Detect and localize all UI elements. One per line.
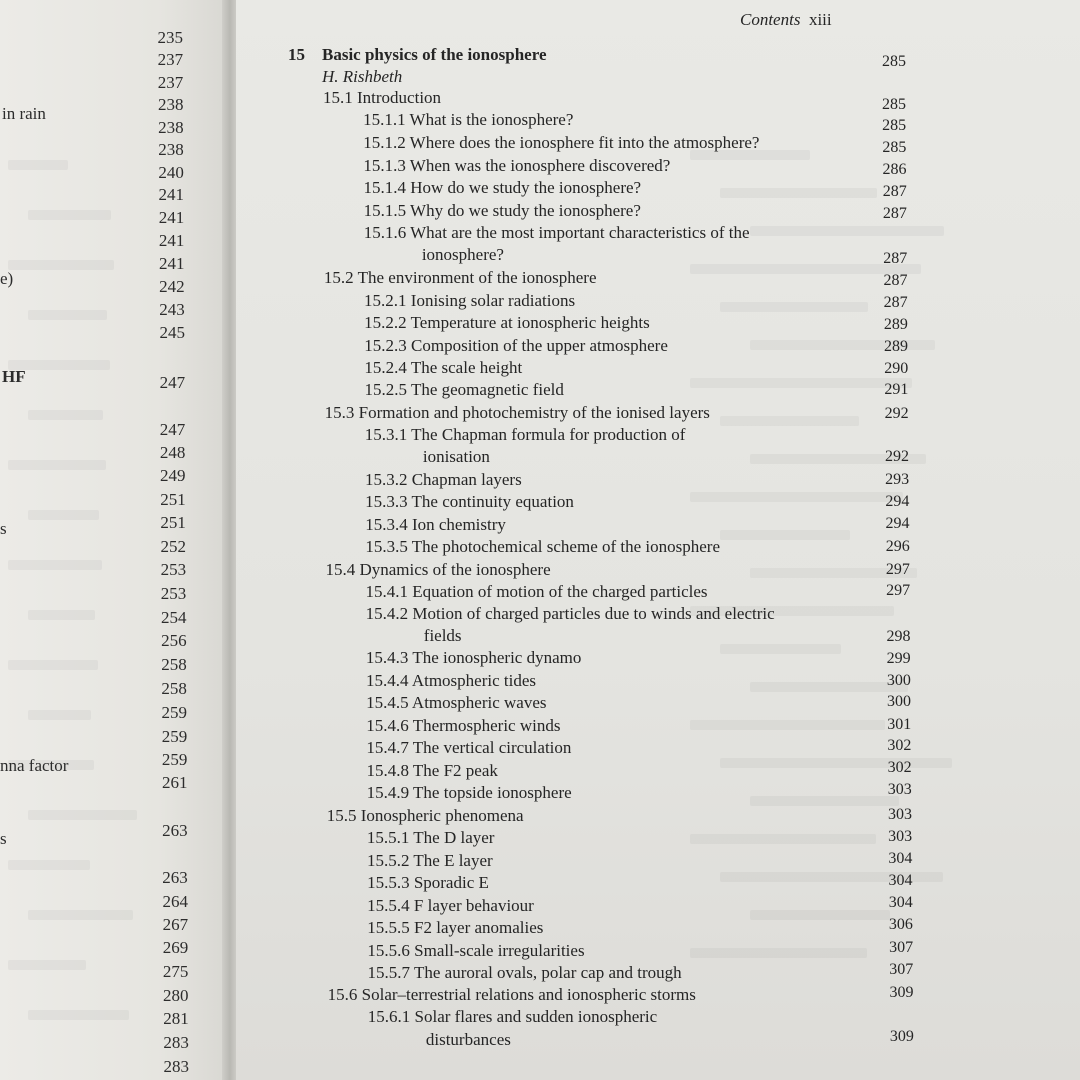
left-page-number: 241 xyxy=(159,254,185,273)
toc-subsection: 15.1.3 When was the ionosphere discovered? xyxy=(363,156,671,175)
toc-subsection: 15.5.3 Sporadic E xyxy=(367,873,489,892)
toc-page-number: 302 xyxy=(887,759,912,776)
toc-page-number: 303 xyxy=(888,828,913,845)
toc-page-number: 292 xyxy=(884,405,909,422)
show-through-mark xyxy=(690,834,876,844)
left-page-number: 251 xyxy=(160,513,186,532)
left-page-number: 238 xyxy=(158,118,184,137)
show-through-mark xyxy=(720,416,859,426)
toc-subsection: 15.5.1 The D layer xyxy=(366,828,495,847)
show-through-mark xyxy=(8,260,114,270)
toc-subsection: 15.4.2 Motion of charged particles due to winds and electric xyxy=(365,604,775,623)
running-head-title: Contents xyxy=(740,10,801,29)
left-page-number: 256 xyxy=(161,631,187,650)
toc-continuation: ionosphere? xyxy=(421,245,504,264)
left-page-number: 283 xyxy=(163,1057,189,1076)
toc-page-number: 285 xyxy=(882,96,906,113)
toc-section: 15.2 The environment of the ionosphere xyxy=(323,268,597,287)
show-through-mark xyxy=(8,660,98,670)
toc-page-number: 307 xyxy=(889,939,914,956)
left-page-number: 261 xyxy=(162,773,188,792)
toc-subsection: 15.2.1 Ionising solar radiations xyxy=(364,291,576,310)
show-through-mark xyxy=(720,530,850,540)
toc-subsection: 15.4.7 The vertical circulation xyxy=(366,738,572,757)
toc-subsection: 15.4.1 Equation of motion of the charged particles xyxy=(365,582,708,601)
toc-page-number: 307 xyxy=(889,961,914,978)
running-head xyxy=(740,10,832,30)
toc-page-number: 299 xyxy=(886,650,911,667)
left-page-number: 263 xyxy=(162,868,188,887)
show-through-mark xyxy=(8,560,102,570)
show-through-mark xyxy=(8,160,68,170)
toc-subsection: 15.3.1 The Chapman formula for production of xyxy=(364,425,686,444)
show-through-mark xyxy=(28,710,91,720)
left-page-number: 243 xyxy=(159,300,185,319)
left-page-number: 252 xyxy=(160,537,186,556)
show-through-mark xyxy=(28,410,103,420)
toc-subsection: 15.5.6 Small-scale irregularities xyxy=(367,941,585,960)
left-page-number: 238 xyxy=(157,95,184,114)
toc-page-number: 287 xyxy=(882,205,907,222)
toc-page-number: 309 xyxy=(889,1028,914,1045)
left-page-number: 247 xyxy=(159,373,186,392)
left-page-number: 240 xyxy=(158,163,184,182)
running-head-page: xiii xyxy=(808,10,832,29)
toc-page-number: 306 xyxy=(888,916,913,933)
show-through-mark xyxy=(28,610,95,620)
left-page-number: 269 xyxy=(162,938,189,957)
left-page-number: 283 xyxy=(163,1033,189,1052)
toc-continuation: disturbances xyxy=(425,1030,511,1049)
left-page-number: 258 xyxy=(161,655,187,674)
show-through-mark xyxy=(8,460,106,470)
chapter-title: Basic physics of the ionosphere xyxy=(322,45,547,64)
toc-subsection: 15.2.5 The geomagnetic field xyxy=(364,380,564,399)
left-page-number: 281 xyxy=(163,1009,189,1028)
toc-subsection: 15.2.4 The scale height xyxy=(364,358,523,377)
toc-page-number: 297 xyxy=(885,561,910,578)
left-page-number: 253 xyxy=(160,584,187,603)
toc-page-number: 300 xyxy=(886,672,911,689)
show-through-mark xyxy=(720,644,841,654)
toc-subsection: 15.4.5 Atmospheric waves xyxy=(366,693,547,712)
toc-page-number: 300 xyxy=(887,693,912,710)
toc-page-number: 292 xyxy=(884,448,909,465)
toc-subsection: 15.1.6 What are the most important characteristics of the xyxy=(363,223,750,242)
toc-page-number: 297 xyxy=(886,582,911,599)
toc-subsection: 15.4.4 Atmospheric tides xyxy=(366,671,536,690)
toc-page-number: 294 xyxy=(885,493,910,510)
left-page-number: 237 xyxy=(157,73,184,92)
left-page-number: 264 xyxy=(162,892,188,911)
toc-subsection: 15.1.2 Where does the ionosphere fit into the atmosphere? xyxy=(363,133,760,152)
left-page-number: 253 xyxy=(160,560,187,579)
left-page-number: 235 xyxy=(157,28,183,47)
left-page-fragment: in rain xyxy=(2,104,46,123)
left-page-number: 241 xyxy=(158,231,185,250)
left-page-number: 249 xyxy=(160,466,186,485)
left-page-fragment: nna factor xyxy=(0,756,69,775)
toc-page-number: 304 xyxy=(888,894,913,911)
left-page-number: 248 xyxy=(159,443,186,462)
show-through-mark xyxy=(28,310,107,320)
left-page-number: 259 xyxy=(161,750,188,769)
show-through-mark xyxy=(28,210,111,220)
left-page-number: 237 xyxy=(157,50,184,69)
toc-page-number: 285 xyxy=(882,139,907,156)
left-page-number: 251 xyxy=(160,490,186,509)
left-page-number: 247 xyxy=(159,420,186,439)
show-through-mark xyxy=(28,510,99,520)
left-page-number: 280 xyxy=(163,986,189,1005)
left-page-number: 241 xyxy=(158,208,185,227)
left-page-number: 275 xyxy=(162,962,189,981)
toc-section: 15.6 Solar–terrestrial relations and ionospheric storms xyxy=(327,985,696,1004)
toc-continuation: ionisation xyxy=(422,447,490,466)
toc-page-number: 309 xyxy=(889,984,914,1001)
toc-subsection: 15.4.9 The topside ionosphere xyxy=(366,783,572,802)
left-page-number: 245 xyxy=(159,323,185,342)
show-through-mark xyxy=(28,810,137,820)
left-page-number: 263 xyxy=(162,821,188,840)
toc-page-number: 286 xyxy=(882,161,907,178)
toc-page-number: 290 xyxy=(884,360,909,377)
show-through-mark xyxy=(8,960,86,970)
toc-page-number: 287 xyxy=(883,272,908,289)
toc-subsection: 15.2.3 Composition of the upper atmosphere xyxy=(364,336,668,355)
toc-subsection: 15.4.6 Thermospheric winds xyxy=(366,716,561,735)
left-page-number: 241 xyxy=(158,185,185,204)
show-through-mark xyxy=(28,1010,129,1020)
toc-subsection: 15.5.5 F2 layer anomalies xyxy=(367,918,544,937)
toc-page-number: 291 xyxy=(884,381,909,398)
chapter-number: 15 xyxy=(288,45,305,64)
toc-page-number: 285 xyxy=(882,117,907,134)
toc-subsection: 15.1.4 How do we study the ionosphere? xyxy=(363,178,642,197)
toc-subsection: 15.1.5 Why do we study the ionosphere? xyxy=(363,201,641,220)
left-page-fragment: HF xyxy=(2,367,26,386)
show-through-mark xyxy=(28,910,133,920)
toc-subsection: 15.5.4 F layer behaviour xyxy=(367,896,534,915)
toc-subsection: 15.4.3 The ionospheric dynamo xyxy=(365,648,582,667)
left-page-number: 242 xyxy=(159,277,185,296)
toc-page-number: 287 xyxy=(882,183,907,200)
toc-subsection: 15.3.3 The continuity equation xyxy=(365,492,574,511)
toc-page-number: 301 xyxy=(887,716,912,733)
toc-page-number: 293 xyxy=(885,471,910,488)
toc-page-number: 304 xyxy=(888,850,913,867)
left-page-fragment: s xyxy=(0,519,7,538)
toc-page-number: 298 xyxy=(886,628,911,645)
toc-page-number: 287 xyxy=(883,250,908,267)
show-through-mark xyxy=(720,302,868,312)
show-through-mark xyxy=(8,860,90,870)
toc-page-number: 304 xyxy=(888,872,913,889)
show-through-mark xyxy=(750,226,944,236)
toc-page-number: 302 xyxy=(887,737,912,754)
toc-section: 15.3 Formation and photochemistry of the ionised layers xyxy=(324,403,710,422)
left-page-number: 267 xyxy=(162,915,189,934)
toc-subsection: 15.5.2 The E layer xyxy=(366,851,493,870)
toc-page-number: 289 xyxy=(884,338,909,355)
toc-page-number: 303 xyxy=(887,806,912,823)
toc-subsection: 15.6.1 Solar flares and sudden ionospheric xyxy=(367,1007,658,1026)
toc-subsection: 15.3.4 Ion chemistry xyxy=(365,515,506,534)
left-page-number: 238 xyxy=(158,140,184,159)
show-through-mark xyxy=(690,948,867,958)
chapter-author: H. Rishbeth xyxy=(322,67,403,86)
left-page-number: 259 xyxy=(161,703,188,722)
toc-continuation: fields xyxy=(423,626,462,645)
left-page-number: 258 xyxy=(161,679,187,698)
toc-subsection: 15.5.7 The auroral ovals, polar cap and trough xyxy=(367,963,682,982)
toc-section: 15.4 Dynamics of the ionosphere xyxy=(325,560,551,579)
left-page-fragment: s xyxy=(0,829,7,848)
left-page-number: 259 xyxy=(161,727,188,746)
show-through-mark xyxy=(720,758,952,768)
toc-subsection: 15.4.8 The F2 peak xyxy=(366,761,498,780)
toc-page-number: 287 xyxy=(883,294,908,311)
left-page-fragment: e) xyxy=(0,269,14,288)
toc-section: 15.5 Ionospheric phenomena xyxy=(326,806,524,825)
toc-subsection: 15.1.1 What is the ionosphere? xyxy=(363,110,574,129)
toc-section: 15.1 Introduction xyxy=(323,88,442,107)
toc-page-number: 296 xyxy=(885,538,910,555)
toc-page-number: 289 xyxy=(883,316,908,333)
chapter-page: 285 xyxy=(882,53,906,70)
toc-page-number: 294 xyxy=(885,515,910,532)
left-page-number: 254 xyxy=(160,608,187,627)
toc-subsection: 15.2.2 Temperature at ionospheric heights xyxy=(364,313,650,332)
toc-subsection: 15.3.2 Chapman layers xyxy=(364,470,522,489)
toc-page-number: 303 xyxy=(887,781,912,798)
toc-subsection: 15.3.5 The photochemical scheme of the ionosphere xyxy=(365,537,721,556)
